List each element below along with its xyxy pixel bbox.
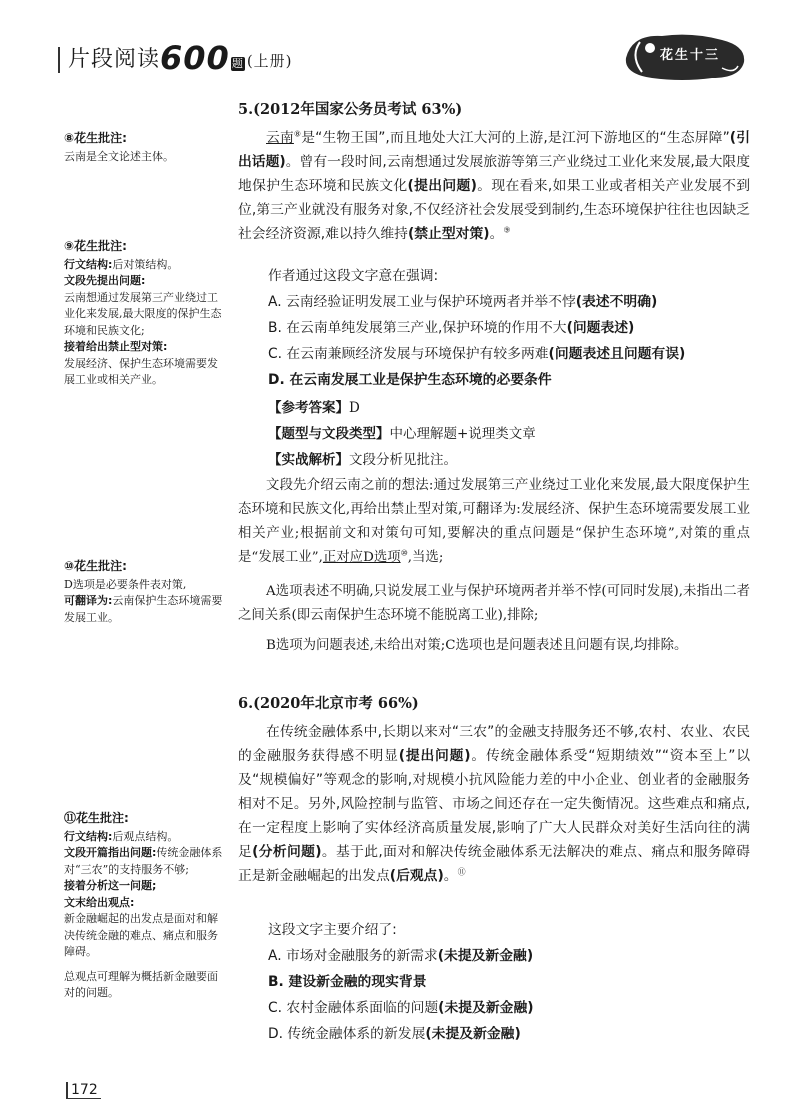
note-11-label1: 行文结构: [64,829,113,843]
q5-analysis-p1b: ,当选; [407,550,444,565]
q5-option-a [268,290,657,310]
q6-option-d-text: D. 传统金融体系的新发展 [268,1026,426,1042]
q5-analysis-paragraph-3: B选项为问题表述,未给出对策;C选项也是问题表述且问题有误,均排除。 [266,638,688,653]
note-10-text2: 云南保护生态环境需要发展工业。 [64,594,223,624]
q5-sup9: ⑨ [503,225,511,235]
sidebar-note-11 [64,810,224,1002]
q5-analysis-paragraph-1 [238,474,750,570]
question-6-stem: 这段文字主要介绍了: [268,922,397,938]
q6-option-c [268,996,534,1016]
note-11-text1: 后观点结构。 [112,829,179,843]
q6-option-c-note: (未提及新金融) [438,1000,534,1016]
note-11-title: ⑪花生批注: [64,811,129,825]
note-10-text1: D选项是必要条件表对策, [64,577,187,591]
q5-sup8: ⑧ [293,129,302,139]
q5-analysis-value: 文段分析见批注。 [349,452,457,468]
note-9-text5: 发展经济、保护生态环境需要发展工业或相关产业。 [64,356,218,386]
q6-p5: 。基于此,面对和解决传统金融体系无法解决的难点、痛点和服务障碍正是新金融崛起的出发点 [238,844,750,884]
q5-answer-value: D [349,400,360,416]
question-5-stem: 作者通过这段文字意在强调: [268,268,439,284]
q5-analysis-p1u: 正对应D选项 [322,550,401,565]
q5-option-c-text: C. 在云南兼顾经济发展与环境保护有较多两难 [268,346,549,362]
q6-option-a-text: A. 市场对金融服务的新需求 [268,948,438,964]
q6-tag-analysis: (分析问题) [252,844,322,860]
note-8-title: ⑧花生批注: [64,131,127,145]
q5-option-b-note: (问题表述) [566,320,635,336]
note-11-text5: 新金融崛起的出发点是面对和解决传统金融的难点、痛点和服务障碍。 [64,912,218,958]
q5-analysis-paragraph-2: A选项表述不明确,只说发展工业与保护环境两者并举不悖(可同时发展),未指出二者之间关系(即云南保护生态环境不能脱离工业),排除; [238,584,750,623]
note-11-text6: 总观点可理解为概括新金融要面对的问题。 [64,969,218,999]
q5-p4: 。曾有一段时间,云南想通过发展旅游等第三产业绕过工业化来发展,最大限度地保护生态环境和民族文化 [238,154,750,194]
sidebar-note-8 [64,130,224,165]
q5-answer [268,396,360,416]
note-11-text2: 传统金融体系对“三农”的支持服务不够; [64,846,223,876]
note-9-title: ⑨花生批注: [64,239,127,253]
note-9-label1: 行文结构: [64,257,113,271]
question-6-passage [238,720,750,888]
q6-option-d-note: (未提及新金融) [425,1026,521,1042]
note-11-label4: 文末给出观点: [64,895,135,909]
question-5-passage [238,126,750,246]
question-6-heading: 6.(2020年北京市考 66%) [238,695,419,712]
q6-option-c-text: C. 农村金融体系面临的问题 [268,1000,439,1016]
q5-type-label: 【题型与文段类型】 [268,426,390,442]
q5-p2: 是“生物王国”,而且地处大江大河的上游,是江河下游地区的“生态屏障” [301,130,730,146]
title-volume: (上册) [246,52,293,70]
logo-text: 花生十三 [660,48,721,63]
sidebar-note-9 [64,238,224,389]
q6-option-a-note: (未提及新金融) [437,948,534,964]
q6-tag-problem: (提出问题) [398,748,471,764]
note-10-label2: 可翻译为: [64,594,113,607]
q5-p6: 。现在看来,如果工业或者相关产业发展不到位,第三产业就没有服务对象,不仅经济社会发展受到制约,生态环境保护往往也因缺乏社会经济资源,难以持久维持 [238,178,750,242]
q5-tag-problem: (提出问题) [407,178,477,194]
note-9-text3: 云南想通过发展第三产业绕过工业化来发展,最大限度的保护生态环境和民族文化; [64,290,222,337]
q5-p8: 。 [489,226,504,242]
q5-analysis [268,448,457,468]
q6-p1: 在传统金融体系中,长期以来对“三农”的金融支持服务还不够,农村、农业、农民的金融服务获得感不明显 [238,724,750,764]
note-11-label2: 文段开篇指出问题: [64,846,157,859]
note-8-text: 云南是全文论述主体。 [64,149,174,163]
note-9-text1: 后对策结构。 [112,257,179,271]
q6-option-b: B. 建设新金融的现实背景 [268,974,427,990]
q5-analysis-p1a: 文段先介绍云南之前的想法:通过发展第三产业绕过工业化来发展,最大限度保护生态环境和民族文化,再给出禁止型对策,可翻译为:发展经济、保护生态环境需要发展工业相关产业;根据前文和对策句可知,要解决的重点问题是“保护生态环境”,对策的重点是“发展工业”, [238,478,750,565]
question-5-heading: 5.(2012年国家公务员考试 63%) [238,101,463,118]
q5-option-a-note: (表述不明确) [575,294,658,310]
q5-sup10: ⑩ [400,548,408,558]
note-10-line2 [64,593,224,626]
title-number: 600 [160,39,230,77]
q5-option-b-text: B. 在云南单纯发展第三产业,保护环境的作用不大 [268,320,567,336]
note-9-line1 [64,257,224,274]
note-11-line1 [64,829,224,846]
q5-option-a-text: A. 云南经验证明发展工业与保护环境两者并举不悖 [268,294,576,310]
q6-option-a [268,944,533,964]
q5-type [268,422,536,442]
q5-type-value: 中心理解题+说理类文章 [389,426,536,442]
q6-option-d [268,1022,521,1042]
q5-tag-countermeasure: (禁止型对策) [407,226,490,242]
q6-tag-viewpoint: (后观点) [389,868,444,884]
title-suffix: 题 [231,57,244,70]
q6-sup11: ⑪ [457,867,466,877]
note-9-label4: 接着给出禁止型对策: [64,340,168,353]
q5-analysis-label: 【实战解析】 [268,452,349,468]
title-rule [58,47,60,73]
q5-option-d: D. 在云南发展工业是保护生态环境的必要条件 [268,372,552,388]
q6-p7: 。 [443,868,458,884]
sidebar-note-10 [64,558,224,626]
note-9-label2: 文段先提出问题: [64,274,146,287]
title-prefix: 片段阅读 [68,47,161,72]
q5-answer-label: 【参考答案】 [268,400,349,416]
book-title [58,39,293,77]
q5-option-c-note: (问题表述且问题有误) [548,346,686,362]
note-11-label3: 接着分析这一问题; [64,879,157,892]
q5-option-b [268,316,634,336]
page-number: 172 [66,1082,101,1099]
q5-tag-topic: (引出话题) [238,130,751,170]
note-11-line2 [64,845,224,878]
q5-option-c [268,342,685,362]
note-10-title: ⑩花生批注: [64,559,127,573]
q6-p3: 。传统金融体系受“短期绩效”“资本至上”以及“规模偏好”等观念的影响,对规模小抗风险能力差的中小企业、创业者的金融服务相对不足。另外,风险控制与监管、市场之间还存在一定失衡情况。这些难点和痛点,在一定程度上影响了实体经济高质量发展,影响了广大人民群众对美好生活向往的满足 [238,748,750,860]
q5-subject: 云南 [266,130,294,146]
